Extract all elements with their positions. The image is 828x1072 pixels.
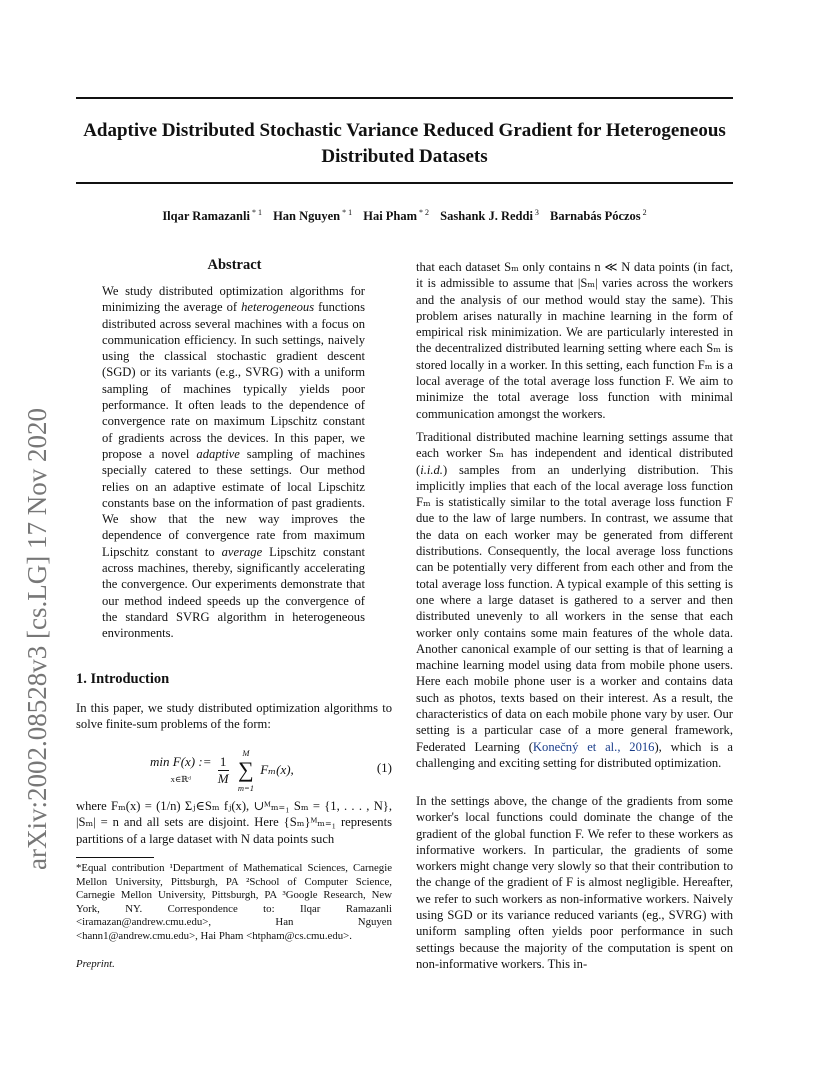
author-affil: 2	[642, 208, 647, 217]
author	[162, 209, 262, 223]
eq-sum-top: M	[242, 748, 250, 758]
abstract-segment: sampling of machines specially catered to these settings. Our method relies on an adaptive estimate of local Lipschitz constants base on the information of past gradients. We show that the new way improves the dependence of convergence rate from maximum Lipschitz constant to	[102, 446, 365, 559]
eq-frac-num: 1	[218, 754, 229, 771]
author	[440, 209, 539, 223]
author	[273, 209, 352, 223]
citation-link[interactable]: Konečný et al., 2016	[532, 739, 655, 754]
title-line-1: Adaptive Distributed Stochastic Variance Reduced Gradient for Heterogeneous	[83, 120, 726, 141]
equation-body	[150, 746, 294, 794]
author-name: Ilqar Ramazanli	[162, 209, 250, 224]
equation-number: (1)	[376, 760, 392, 775]
equation-1	[76, 742, 392, 793]
eq-lhs: min F(x) :=	[150, 754, 212, 769]
title-line-2: Distributed Datasets	[321, 146, 488, 167]
footnote-rule	[76, 857, 154, 858]
abstract-segment: Lipschitz constant across machines, thereby, significantly accelerating the convergence. Our experiments demonstrate that our method indeed speeds up the convergence of the standard SVRG algorithm in heterogeneous environments.	[102, 544, 365, 641]
arxiv-stamp: arXiv:2002.08528v3 [cs.LG] 17 Nov 2020	[22, 408, 52, 870]
sum-symbol: ∑	[238, 757, 254, 782]
paragraph-segment: ) samples from an underlying distribution. This implicitly implies that each of the local average loss function Fₘ is statistically similar to the total average loss function F due to the law of large numbers. In contrast, we assume that the data on each worker may be generated from different distributions. Consequently, the local average loss functions can be potentially very different from each other and from the total average loss function. A typical example of this setting is one where a large dataset is gathered to a server and then distributed unevenly to all workers in the sense that each worker only contains some main features of the whole data. Another canonical example of our setting is that of learning a machine learning model using data from mobile phone users. Here each mobile phone user is a worker and contains data such as photos, texts based on their interest. As a result, the characteristics of data on each mobile phone vary by user. Our setting is a particular case of a more general framework, Federated Learning (	[416, 462, 733, 754]
section-heading-introduction: 1. Introduction	[76, 671, 170, 687]
author-name: Sashank J. Reddi	[440, 209, 533, 224]
author-name: Hai Pham	[363, 209, 418, 224]
preprint-note: Preprint.	[76, 958, 115, 970]
abstract-text	[102, 283, 365, 642]
top-rule	[76, 97, 733, 99]
abstract-segment: We study distributed optimization algorithms for minimizing the average of	[102, 284, 365, 315]
eq-frac-den: M	[217, 770, 229, 786]
eq-rhs: Fₘ(x),	[260, 762, 294, 777]
abstract-emphasis: average	[221, 544, 263, 559]
author-affil: * 1	[342, 208, 353, 217]
abstract-emphasis: heterogeneous	[241, 300, 315, 315]
author-affil: * 1	[251, 208, 262, 217]
where-paragraph: where Fₘ(x) = (1/n) Σⱼ∈Sₘ fⱼ(x), ∪ᴹₘ₌₁ Sₘ = {1, . . . , N}, |Sₘ| = n and all sets are disjoint. Here {Sₘ}ᴹₘ₌₁ represents partitions of a large dataset with N data points such	[76, 799, 392, 846]
paper-title	[76, 118, 733, 170]
title-bottom-rule	[76, 182, 733, 184]
author-affil: 3	[534, 208, 539, 217]
right-paragraph-2	[416, 429, 733, 771]
eq-subscript: x∈ℝᵈ	[170, 774, 191, 784]
eq-sum-bottom: m=1	[237, 783, 254, 793]
paragraph-segment: Traditional distributed machine learning settings assume that each worker Sₘ has independent and identical distributed (	[416, 430, 733, 477]
abstract-heading: Abstract	[207, 257, 262, 273]
author-list	[76, 208, 733, 224]
right-paragraph-1: that each dataset Sₘ only contains n ≪ N data points (in fact, it is admissible to assume that |Sₘ| varies across the workers and the analysis of our method would stay the same). This problem arises naturally in machine learning in the form of empirical risk minimization. We are particularly interested in the decentralized distributed learning setting where each Sₘ is stored locally in a worker. In this setting, each function Fₘ is a local average of the total average loss function F. We aim to minimize the total average loss function with minimal communication amongst the workers.	[416, 260, 733, 421]
footnote: *Equal contribution ¹Department of Mathematical Sciences, Carnegie Mellon University, Pittsburgh, PA ²School of Computer Science, Carnegie Mellon University, Pittsburgh, PA ³Google Research, New York, NY. Correspondence to: Ilqar Ramazanli <iramazan@andrew.cmu.edu>, Han Nguyen <hann1@andrew.cmu.edu>, Hai Pham <htpham@cs.cmu.edu>.	[76, 862, 392, 942]
author-name: Barnabás Póczos	[550, 209, 641, 224]
right-paragraph-3: In the settings above, the change of the gradients from some worker's local functions could dominate the change of the gradient of the global function F. We refer to these workers as informative workers. In particular, the gradients of some workers might change very slowly so that their contribution to the change of the gradient of F is almost negligible. Hereafter, we refer to such workers as non-informative workers. Naively using SGD or its variance reduced variants (eg., SVRG) with uniform sampling often yields poor performance in such settings because the majority of the computation is spent on non-informative workers. This in-	[416, 794, 733, 971]
author-affil: * 2	[419, 208, 430, 217]
author	[550, 209, 647, 223]
abstract-segment: functions distributed across several machines with a focus on communication efficiency. In such settings, naively using the classical stochastic gradient descent (SGD) or its variants (e.g., SVRG) with a uniform sampling of machines typically yields poor performance. It often leads to the dependence of convergence rate on maximum Lipschitz constant of gradients across the devices. In this paper, we propose a novel	[102, 300, 365, 461]
paragraph-emphasis: i.i.d.	[420, 462, 443, 477]
author	[363, 209, 429, 223]
abstract-emphasis: adaptive	[196, 446, 240, 461]
author-name: Han Nguyen	[273, 209, 341, 224]
paragraph-segment: ), which is a challenging and exciting setting for distributed optimization.	[416, 739, 733, 770]
intro-paragraph: In this paper, we study distributed optimization algorithms to solve finite-sum problems of the form:	[76, 701, 392, 732]
